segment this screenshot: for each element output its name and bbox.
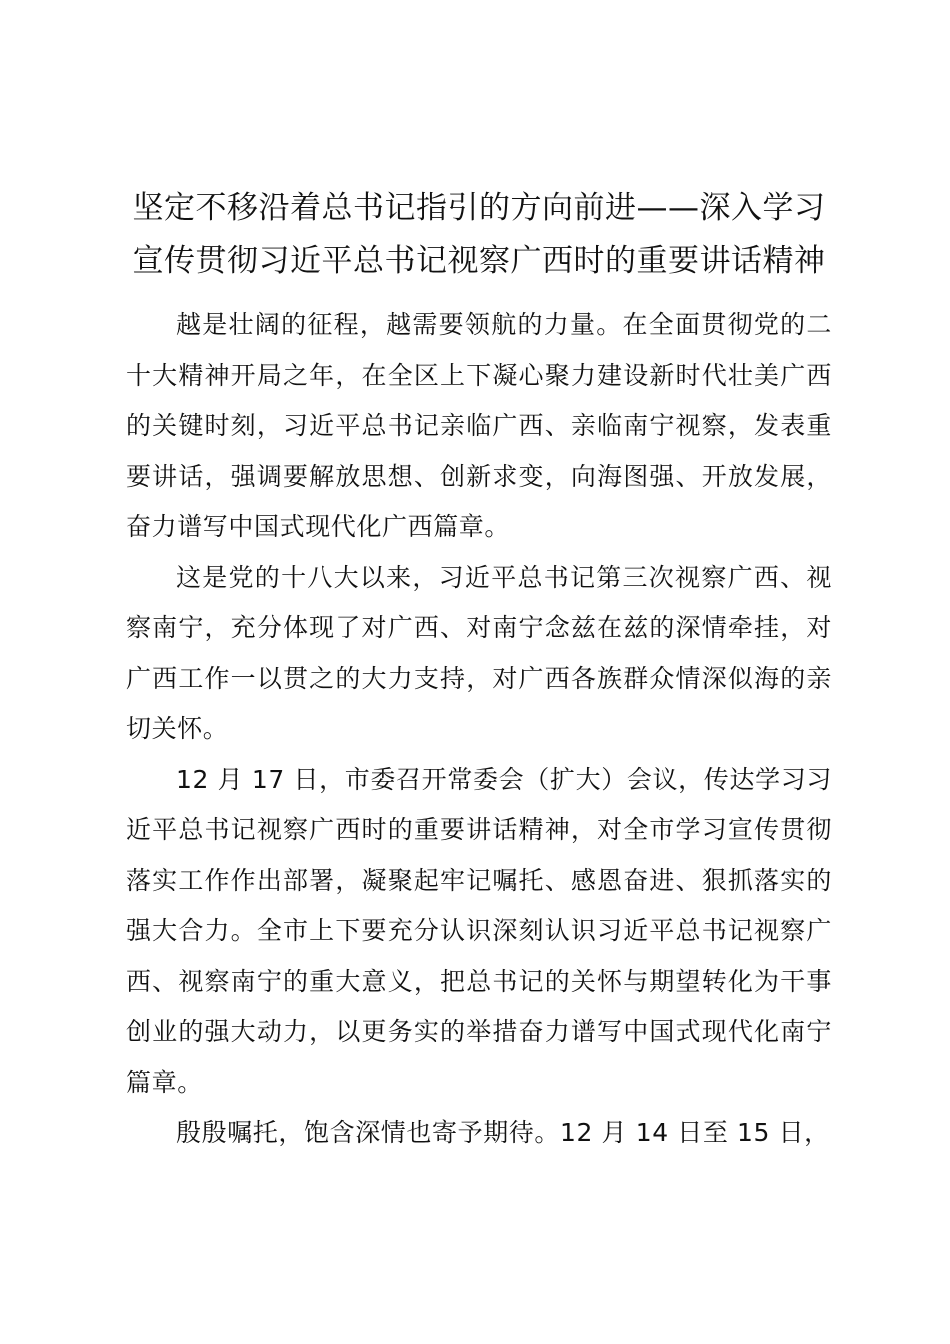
paragraph-1: 越是壮阔的征程，越需要领航的力量。在全面贯彻党的二十大精神开局之年，在全区上下凝心聚力建设新时代壮美广西的关键时刻，习近平总书记亲临广西、亲临南宁视察，发表重要讲话，强调要解放思想、创新求变，向海图强、开放发展，奋力谱写中国式现代化广西篇章。 xyxy=(126,310,832,541)
paragraph-3: 12 月 17 日，市委召开常委会（扩大）会议，传达学习习近平总书记视察广西时的重要讲话精神，对全市学习宣传贯彻落实工作作出部署，凝聚起牢记嘱托、感恩奋进、狠抓落实的强大合力。全市上下要充分认识深刻认识习近平总书记视察广西、视察南宁的重大意义，把总书记的关怀与期望转化为干事创业的强大动力，以更务实的举措奋力谱写中国式现代化南宁篇章。 xyxy=(126,764,832,1097)
paragraph-2: 这是党的十八大以来，习近平总书记第三次视察广西、视察南宁，充分体现了对广西、对南宁念兹在兹的深情牵挂，对广西工作一以贯之的大力支持，对广西各族群众情深似海的亲切关怀。 xyxy=(126,562,832,743)
paragraph-4: 殷殷嘱托，饱含深情也寄予期待。12 月 14 日至 15 日， xyxy=(176,1118,830,1147)
document-title: 坚定不移沿着总书记指引的方向前进——深入学习宣传贯彻习近平总书记视察广西时的重要讲话精神 xyxy=(132,190,826,279)
